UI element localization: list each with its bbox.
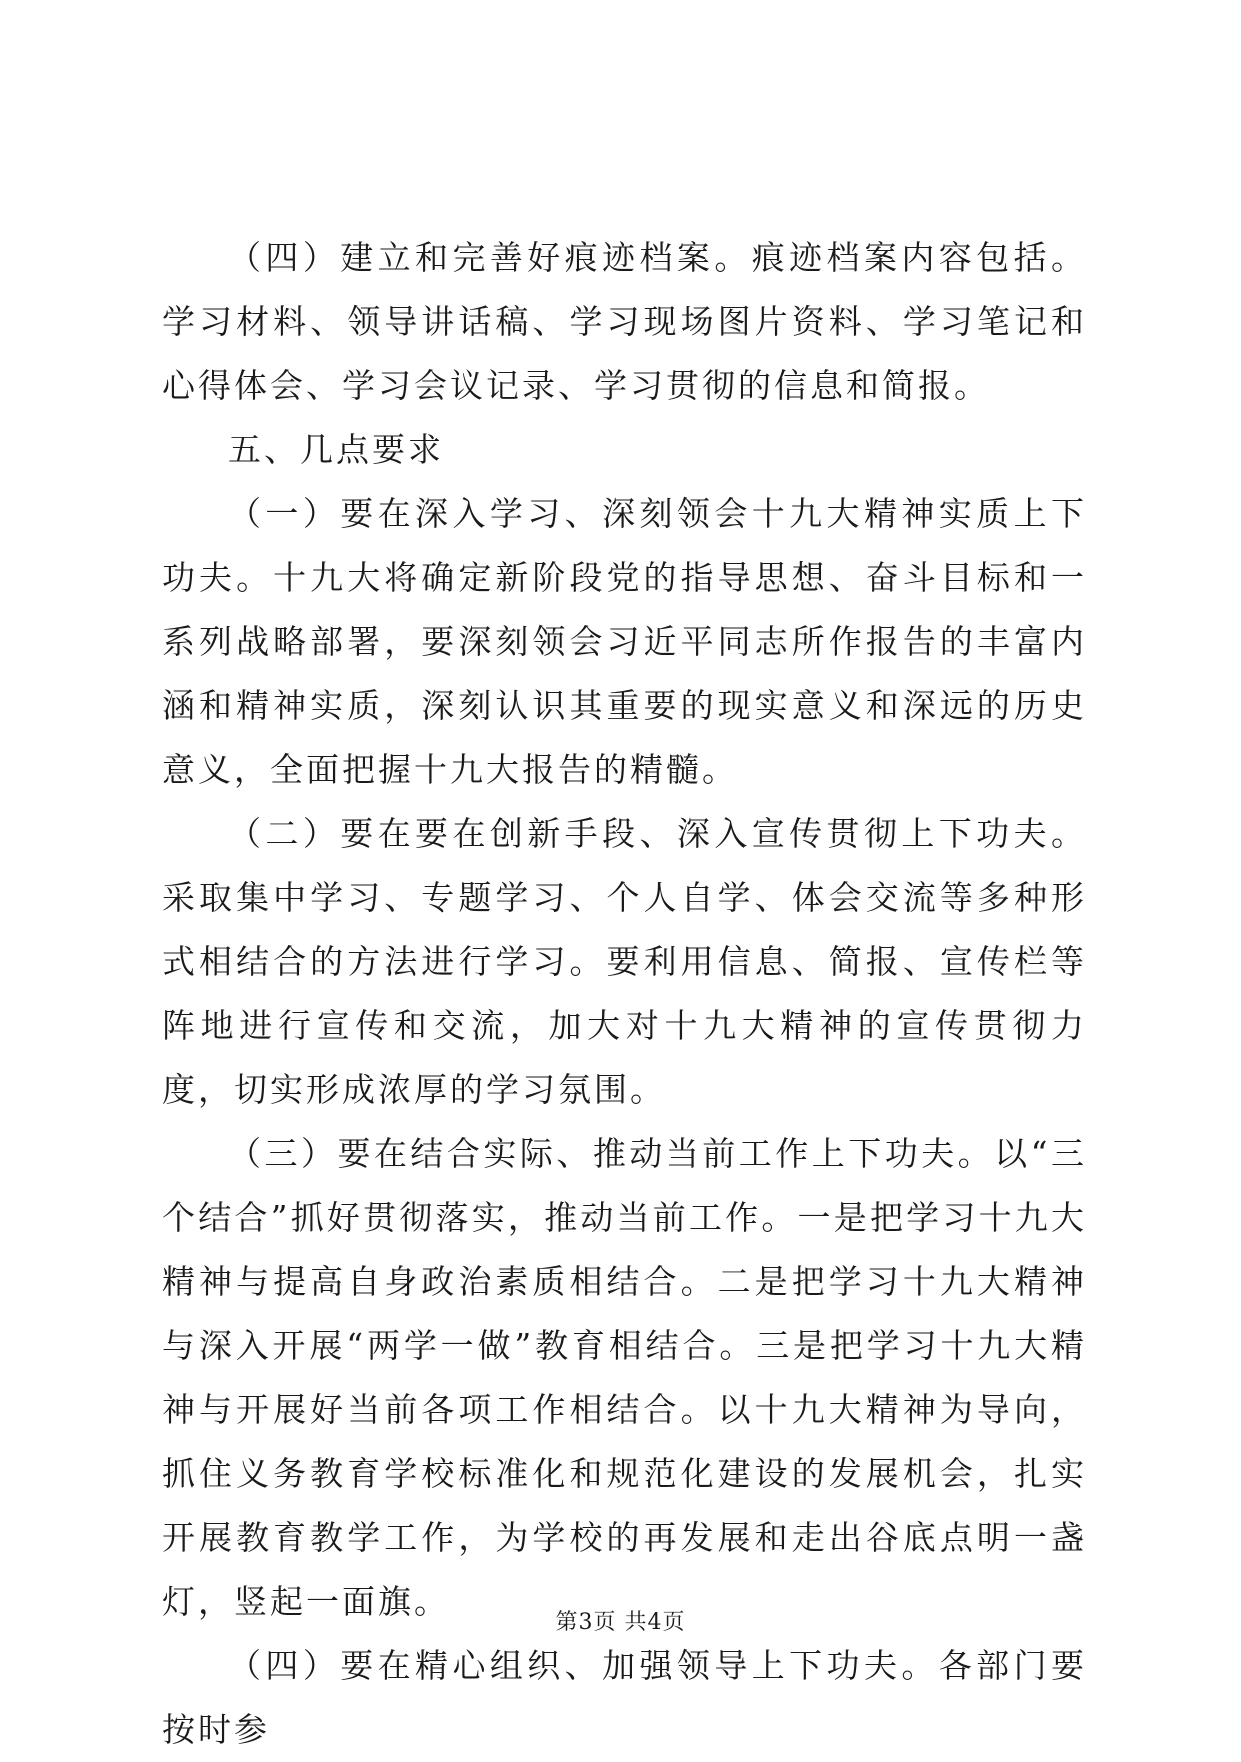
paragraph-requirement-1: （一）要在深入学习、深刻领会十九大精神实质上下功夫。十九大将确定新阶段党的指导思想、奋斗目标和一系列战略部署，要深刻领会习近平同志所作报告的丰富内涵和精神实质，深刻认识其重要的现实意义和深远的历史意义，全面把握十九大报告的精髓。 (162, 494, 1087, 789)
paragraph-requirement-3: （三）要在结合实际、推动当前工作上下功夫。以“三个结合”抓好贯彻落实，推动当前工作。一是把学习十九大精神与提高自身政治素质相结合。二是把学习十九大精神与深入开展“两学一做”教育相结合。三是把学习十九大精神与开展好当前各项工作相结合。以十九大精神为导向，抓住义务教育学校标准化和规范化建设的发展机会，扎实开展教育教学工作，为学校的再发展和走出谷底点明一盏灯，竖起一面旗。 (162, 1134, 1087, 1621)
paragraph-requirement-2: （二）要在要在创新手段、深入宣传贯彻上下功夫。采取集中学习、专题学习、个人自学、体会交流等多种形式相结合的方法进行学习。要利用信息、简报、宣传栏等阵地进行宣传和交流，加大对十九大精神的宣传贯彻力度，切实形成浓厚的学习氛围。 (162, 814, 1087, 1109)
paragraph-requirement-4: （四）要在精心组织、加强领导上下功夫。各部门要按时参 (162, 1646, 1087, 1749)
section-heading-requirements: 五、几点要求 (228, 430, 444, 469)
paragraph-archive: （四）建立和完善好痕迹档案。痕迹档案内容包括。学习材料、领导讲话稿、学习现场图片资料、学习笔记和心得体会、学习会议记录、学习贯彻的信息和简报。 (162, 238, 1087, 405)
document-body (162, 226, 1087, 1762)
page-footer: 第3页 共4页 (555, 1610, 686, 1635)
